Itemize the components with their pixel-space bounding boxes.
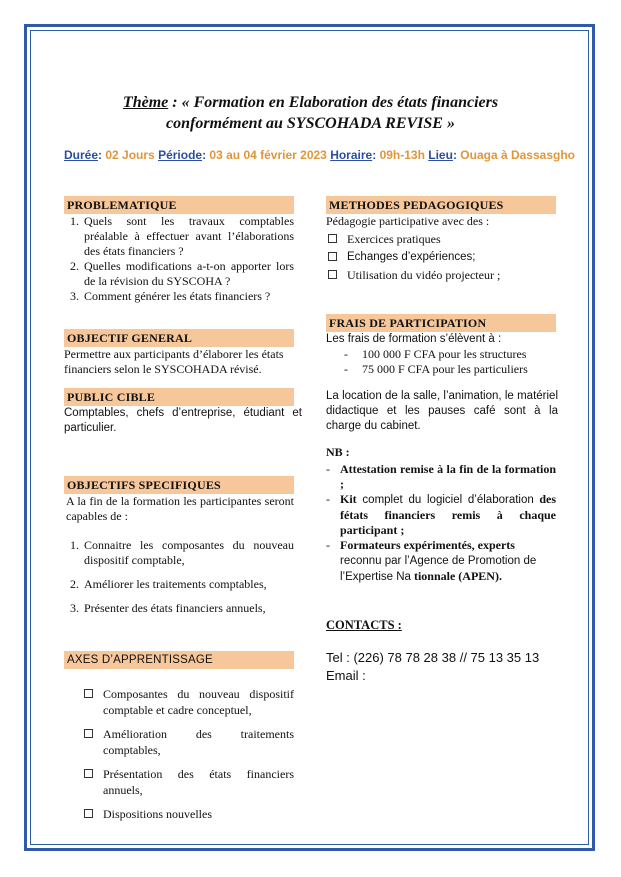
title-line1: : « Formation en Elaboration des états financiers — [168, 94, 499, 111]
list-item: Présentation des états financiers annuels, — [82, 766, 294, 798]
objectif-general-heading: OBJECTIF GENERAL — [64, 329, 294, 347]
horaire-value: 09h-13h — [379, 148, 425, 162]
list-item: 1. Quels sont les travaux comptables préalable à effectuer avant l’élaborations des états financiers ? — [82, 214, 294, 259]
nb-item-formateurs: - Formateurs expérimentés, experts reconnu par l’Agence de Promotion de l’Expertise Na tionnale (APEN). — [326, 538, 537, 583]
periode-label: Période — [158, 148, 203, 162]
contacts-section — [326, 618, 566, 685]
frais-section — [326, 314, 558, 434]
list-item: 3. Présenter des états financiers annuels, — [82, 601, 294, 616]
list-item: 2. Améliorer les traitements comptables, — [82, 577, 294, 592]
contacts-email: Email : — [326, 668, 366, 683]
list-item: - 100 000 F CFA pour les structures — [344, 347, 527, 361]
public-cible-heading: PUBLIC CIBLE — [64, 388, 294, 406]
public-cible-section — [64, 388, 302, 436]
checkbox-icon — [328, 234, 337, 243]
contacts-tel: Tel : (226) 78 78 28 38 // 75 13 35 13 — [326, 650, 540, 665]
frais-heading: FRAIS DE PARTICIPATION — [326, 314, 556, 332]
list-item: - 75 000 F CFA pour les particuliers — [344, 362, 528, 376]
nb-section — [326, 445, 556, 585]
info-line: Durée: 02 Jours Période: 03 au 04 février 2023 Horaire: 09h-13h Lieu: Ouaga à Dassasgho — [64, 148, 575, 162]
frais-location-text: La location de la salle, l’animation, le matériel didactique et les pauses café sont à la charge du cabinet. — [326, 390, 558, 432]
page-title — [40, 92, 581, 134]
checkbox-icon — [84, 769, 93, 778]
objectifs-specifiques-section — [64, 476, 294, 616]
periode-value: 03 au 04 février 2023 — [209, 148, 327, 162]
objectifs-specifiques-intro: A la fin de la formation les participantes seront capables de : — [66, 494, 294, 523]
duree-value: 02 Jours — [105, 148, 155, 162]
list-item: Exercices pratiques — [326, 231, 556, 247]
problematique-heading: PROBLEMATIQUE — [64, 196, 294, 214]
public-cible-text: Comptables, chefs d’entreprise, étudiant et particulier. — [64, 407, 302, 434]
lieu-label: Lieu — [428, 148, 453, 162]
nb-item-attestation: - Attestation remise à la fin de la formation ; — [326, 462, 556, 491]
list-item: Utilisation du vidéo projecteur ; — [326, 267, 556, 283]
horaire-label: Horaire — [330, 148, 373, 162]
checkbox-icon — [84, 729, 93, 738]
list-item: 1. Connaitre les composantes du nouveau dispositif comptable, — [82, 538, 294, 568]
list-item: Echanges d’expériences; — [326, 249, 556, 265]
list-item: 3. Comment générer les états financiers ? — [82, 289, 294, 304]
axes-list — [64, 686, 294, 822]
list-item: 2. Quelles modifications a-t-on apporter lors de la révision du SYSCOHA ? — [82, 259, 294, 289]
nb-heading: NB : — [326, 445, 350, 459]
checkbox-icon — [84, 809, 93, 818]
theme-word: Thème — [122, 94, 169, 111]
lieu-value: Ouaga à Dassasgho — [460, 148, 575, 162]
duree-label: Durée — [64, 148, 99, 162]
nb-item-kit: - Kit complet du logiciel d’élaboration des fétats financiers remis à chaque participant ; — [326, 492, 556, 537]
objectif-general-text: Permettre aux participants d’élaborer les états financiers selon le SYSCOHADA révisé. — [64, 347, 284, 376]
problematique-section — [64, 196, 294, 304]
checkbox-icon — [328, 252, 337, 261]
methodes-list — [326, 231, 556, 283]
title-line2: conformément au SYSCOHADA REVISE » — [166, 115, 455, 132]
frais-intro: Les frais de formation s’élèvent à : — [326, 333, 502, 345]
axes-heading: AXES D’APPRENTISSAGE — [64, 651, 294, 669]
methodes-intro: Pédagogie participative avec des : — [326, 214, 490, 228]
axes-section — [64, 651, 294, 822]
checkbox-icon — [84, 689, 93, 698]
contacts-heading: CONTACTS : — [326, 618, 402, 632]
objectifs-specifiques-heading: OBJECTIFS SPECIFIQUES — [64, 476, 294, 494]
list-item: Dispositions nouvelles — [82, 806, 294, 822]
objectif-general-section — [64, 329, 294, 377]
methodes-section — [326, 196, 556, 283]
objectifs-specifiques-list — [64, 538, 294, 616]
methodes-heading: METHODES PEDAGOGIQUES — [326, 196, 556, 214]
problematique-list — [64, 214, 294, 304]
list-item: Amélioration des traitements comptables, — [82, 726, 294, 758]
checkbox-icon — [328, 270, 337, 279]
list-item: Composantes du nouveau dispositif comptable et cadre conceptuel, — [82, 686, 294, 718]
